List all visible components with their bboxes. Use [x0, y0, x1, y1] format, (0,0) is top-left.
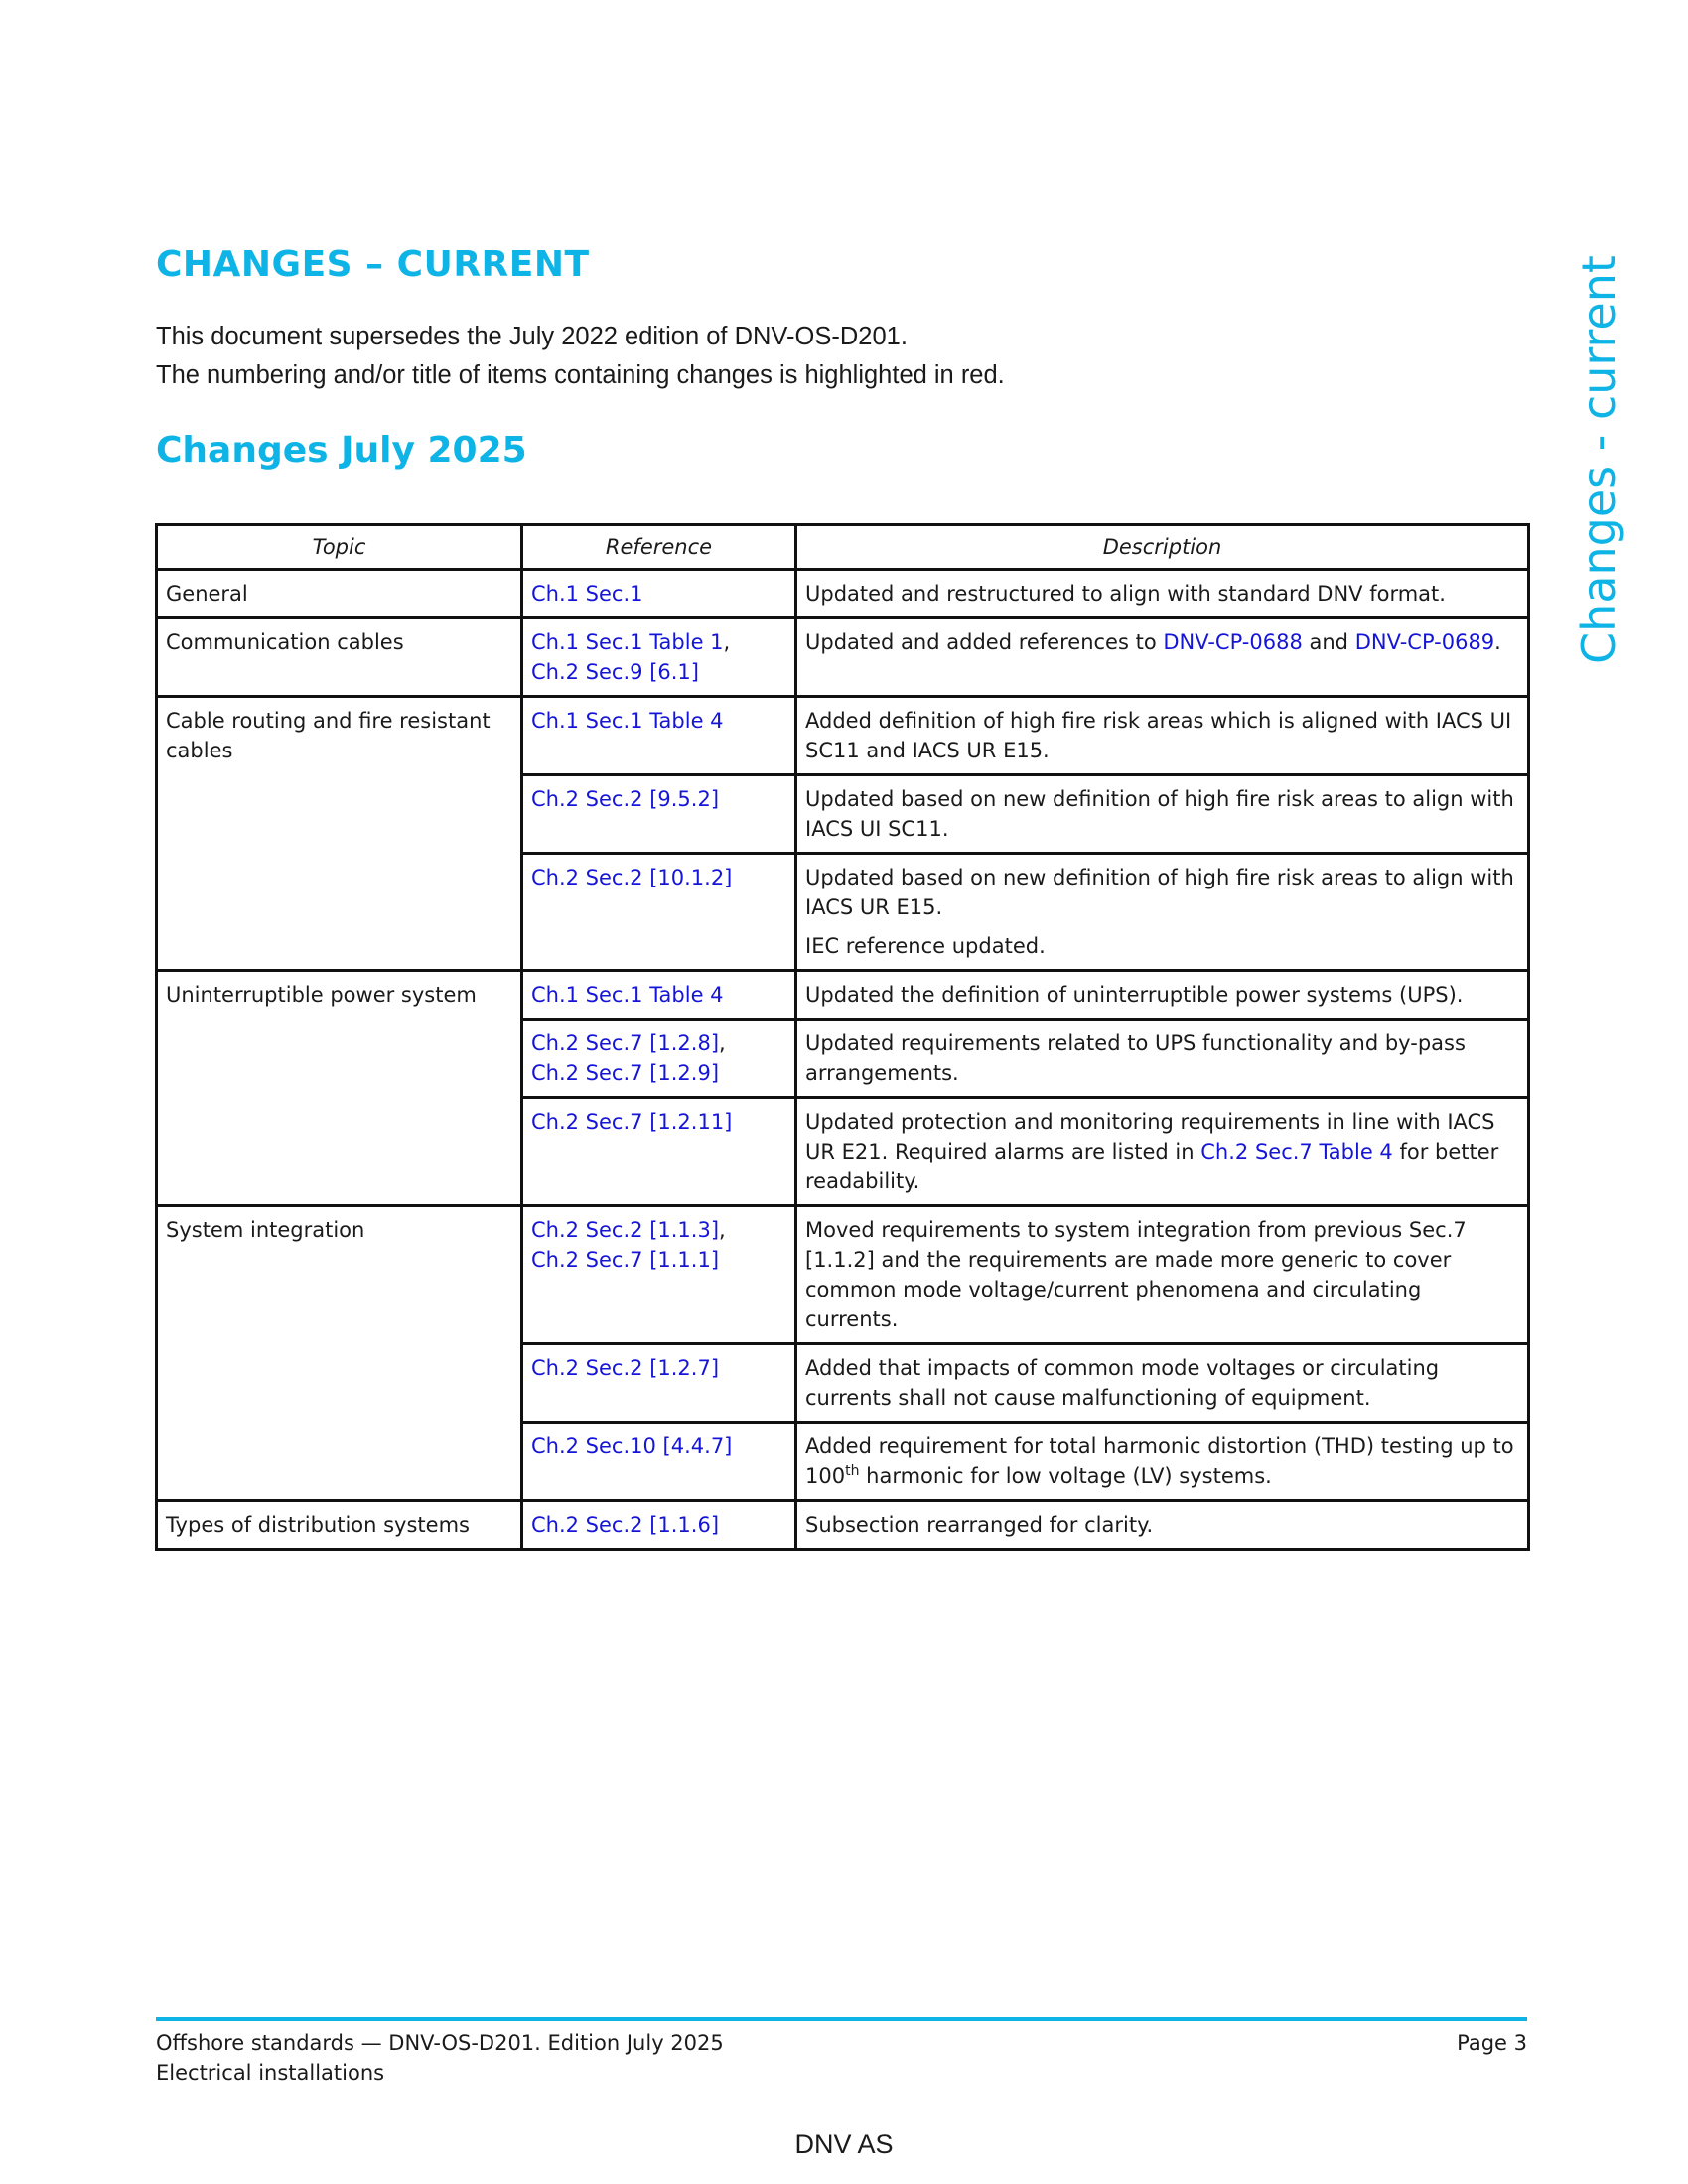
- page-number: Page 3: [1457, 2031, 1527, 2055]
- reference-link[interactable]: Ch.2 Sec.7 [1.2.9]: [531, 1061, 720, 1085]
- description-cell: Updated and restructured to align with standard DNV format.: [796, 570, 1529, 618]
- description-cell: Moved requirements to system integration from previous Sec.7 [1.1.2] and the requirements are made more generic to cover common mode voltage/current phenomena and circulating currents.: [796, 1206, 1529, 1344]
- section-title: Changes July 2025: [156, 430, 527, 471]
- reference-cell: [522, 618, 796, 697]
- description-link[interactable]: DNV-CP-0688: [1163, 630, 1303, 654]
- table-row: [157, 618, 1529, 697]
- footer-info: [156, 2028, 724, 2088]
- description-link[interactable]: Ch.2 Sec.7 Table 4: [1200, 1140, 1393, 1163]
- intro-text: [156, 318, 1005, 395]
- description-text: Updated based on new definition of high fire risk areas to align with IACS UR E15.: [805, 866, 1514, 919]
- reference-cell: [522, 1020, 796, 1098]
- reference-cell: [522, 854, 796, 971]
- table-row: [157, 971, 1529, 1020]
- reference-cell: [522, 971, 796, 1020]
- reference-cell: [522, 697, 796, 775]
- reference-cell: [522, 1423, 796, 1501]
- description-cell: Updated the definition of uninterruptible power systems (UPS).: [796, 971, 1529, 1020]
- reference-separator: ,: [719, 1031, 726, 1055]
- topic-cell: Cable routing and fire resistant cables: [157, 697, 522, 971]
- reference-link[interactable]: Ch.2 Sec.7 [1.2.11]: [531, 1110, 733, 1134]
- description-text: harmonic for low voltage (LV) systems.: [859, 1464, 1272, 1488]
- description-link[interactable]: DNV-CP-0689: [1354, 630, 1495, 654]
- description-text: for better readability.: [805, 1140, 1499, 1193]
- reference-link[interactable]: Ch.2 Sec.2 [1.1.6]: [531, 1513, 720, 1537]
- description-text: Updated and added references to: [805, 630, 1164, 654]
- reference-link[interactable]: Ch.2 Sec.9 [6.1]: [531, 660, 699, 684]
- header-reference: Reference: [522, 525, 796, 570]
- reference-link[interactable]: Ch.2 Sec.2 [9.5.2]: [531, 787, 720, 811]
- table-header-row: [157, 525, 1529, 570]
- header-topic: Topic: [157, 525, 522, 570]
- page-title: CHANGES – CURRENT: [156, 244, 590, 285]
- topic-cell: System integration: [157, 1206, 522, 1501]
- table-row: [157, 570, 1529, 618]
- topic-cell: Uninterruptible power system: [157, 971, 522, 1206]
- description-cell: [796, 618, 1529, 697]
- description-text: Added requirement for total harmonic distortion (THD) testing up to 100: [805, 1434, 1514, 1488]
- publisher: DNV AS: [794, 2129, 894, 2159]
- description-text: Updated protection and monitoring requirements in line with IACS UR E21. Required alarms are listed in: [805, 1110, 1495, 1163]
- description-cell: Added definition of high fire risk areas which is aligned with IACS UI SC11 and IACS UR E15.: [796, 697, 1529, 775]
- side-tab: [1572, 254, 1625, 664]
- reference-separator: ,: [723, 630, 731, 654]
- reference-link[interactable]: Ch.2 Sec.7 [1.1.1]: [531, 1248, 720, 1272]
- reference-link[interactable]: Ch.2 Sec.2 [1.2.7]: [531, 1356, 720, 1380]
- topic-cell: Types of distribution systems: [157, 1501, 522, 1550]
- description-text: IEC reference updated.: [805, 934, 1046, 958]
- reference-link[interactable]: Ch.1 Sec.1 Table 1: [531, 630, 724, 654]
- superscript: th: [845, 1463, 860, 1479]
- description-cell: [796, 1423, 1529, 1501]
- reference-link[interactable]: Ch.2 Sec.10 [4.4.7]: [531, 1434, 733, 1458]
- reference-cell: [522, 1206, 796, 1344]
- intro-line-1: This document supersedes the July 2022 edition of DNV-OS-D201.: [156, 323, 908, 350]
- table-row: [157, 697, 1529, 775]
- topic-cell: Communication cables: [157, 618, 522, 697]
- reference-link[interactable]: Ch.1 Sec.1: [531, 582, 643, 606]
- footer-divider: [156, 2017, 1527, 2021]
- reference-cell: [522, 1098, 796, 1206]
- topic-cell: General: [157, 570, 522, 618]
- footer-subject: Electrical installations: [156, 2061, 385, 2085]
- reference-cell: [522, 1344, 796, 1423]
- footer-standard: Offshore standards — DNV-OS-D201. Edition July 2025: [156, 2031, 724, 2055]
- reference-cell: [522, 570, 796, 618]
- reference-link[interactable]: Ch.2 Sec.7 [1.2.8]: [531, 1031, 720, 1055]
- reference-link[interactable]: Ch.1 Sec.1 Table 4: [531, 709, 724, 733]
- description-text: and: [1302, 630, 1355, 654]
- description-cell: Updated based on new definition of high fire risk areas to align with IACS UI SC11.: [796, 775, 1529, 854]
- description-cell: Subsection rearranged for clarity.: [796, 1501, 1529, 1550]
- reference-separator: ,: [719, 1218, 726, 1242]
- description-cell: [796, 1098, 1529, 1206]
- reference-link[interactable]: Ch.1 Sec.1 Table 4: [531, 983, 724, 1007]
- reference-cell: [522, 1501, 796, 1550]
- changes-table: [155, 523, 1530, 1551]
- table-row: [157, 1501, 1529, 1550]
- description-cell: [796, 854, 1529, 971]
- reference-cell: [522, 775, 796, 854]
- intro-line-2: The numbering and/or title of items containing changes is highlighted in red.: [156, 361, 1005, 389]
- description-cell: Added that impacts of common mode voltages or circulating currents shall not cause malfunctioning of equipment.: [796, 1344, 1529, 1423]
- reference-link[interactable]: Ch.2 Sec.2 [1.1.3]: [531, 1218, 720, 1242]
- description-text: .: [1494, 630, 1501, 654]
- description-cell: Updated requirements related to UPS functionality and by-pass arrangements.: [796, 1020, 1529, 1098]
- table-row: [157, 1206, 1529, 1344]
- side-tab-label: Changes - current: [1572, 254, 1625, 664]
- reference-link[interactable]: Ch.2 Sec.2 [10.1.2]: [531, 866, 733, 889]
- header-description: Description: [796, 525, 1529, 570]
